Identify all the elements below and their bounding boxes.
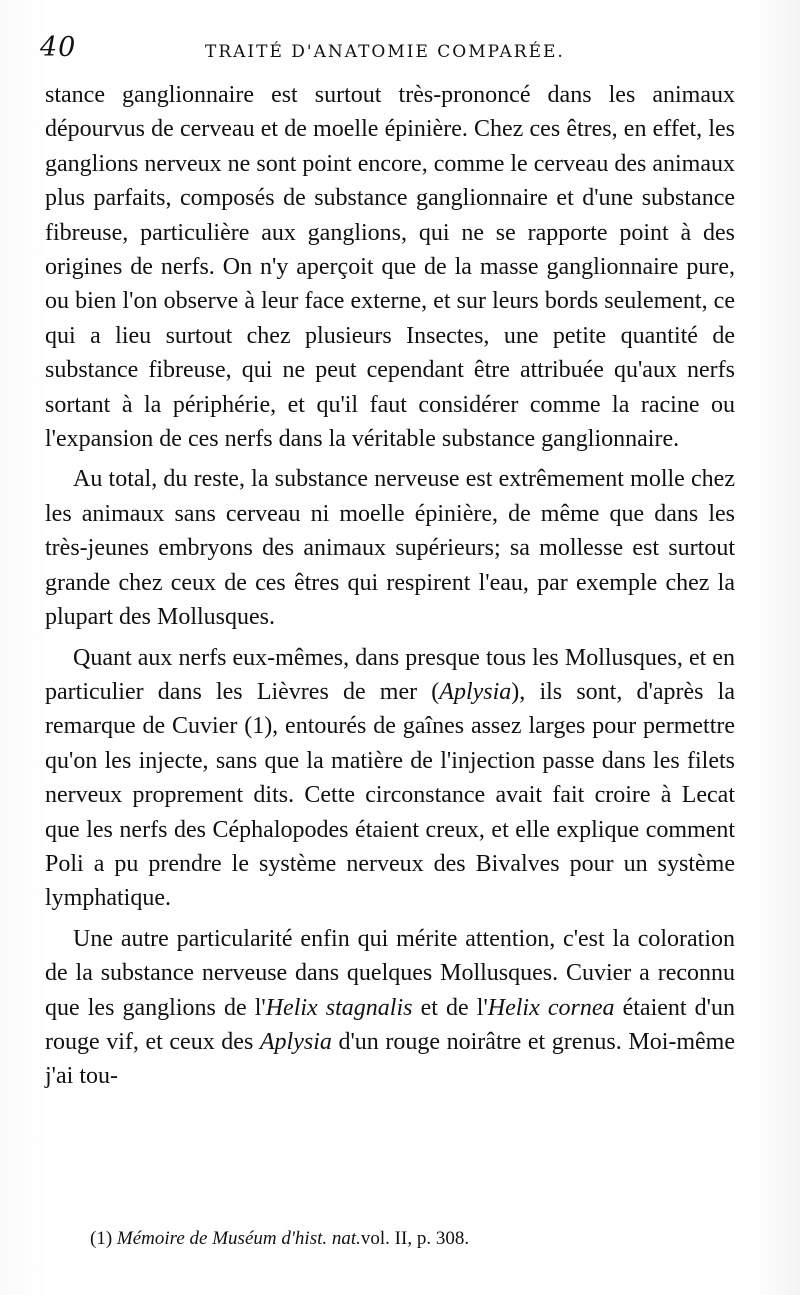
paragraph-2: Au total, du reste, la substance nerveuse est extrêmement molle chez les animaux sans cerveau ni moelle épinière, de même que dans les très-jeunes embryons des animaux supérieurs; sa mollesse est surtout grande chez ceux de ces êtres qui respirent l'eau, par exemple chez la plupart des Mollusques. (45, 466, 735, 631)
paragraph-4-italic-helix-cornea: Helix cornea (487, 994, 615, 1021)
footnote (90, 1228, 469, 1250)
body-text (45, 78, 735, 1100)
footnote-text: vol. II, p. 308. (360, 1228, 470, 1249)
paragraph-4-text-c: étaient d'un rouge vif, et ceux des (45, 994, 735, 1055)
paragraph-4-text-b: et de l' (412, 994, 488, 1021)
paragraph-3-text-b: ), ils sont, d'après la remarque de Cuvier (1), entourés de gaînes assez larges pour permettre qu'on les injecte, sans que la matière de l'injection passe dans les filets nerveux proprement dits. Cette circonstance avait fait croire à Lecat que les nerfs des Céphalopodes étaient creux, et elle explique comment Poli a pu prendre le système nerveux des Bivalves pour un système lymphatique. (45, 678, 735, 912)
page-number: 40 (40, 32, 77, 63)
paragraph-4-text-d: d'un rouge noirâtre et grenus. Moi-même j'ai tou- (45, 1028, 735, 1090)
paragraph-4 (45, 922, 735, 1094)
footnote-marker: (1) (90, 1228, 113, 1249)
paragraph-1: stance ganglionnaire est surtout très-prononcé dans les animaux dépourvus de cerveau et de moelle épinière. Chez ces êtres, en effet, les ganglions nerveux ne sont point encore, comme le cerveau des animaux plus parfaits, composés de substance ganglionnaire et d'une substance fibreuse, particulière aux ganglions, qui ne se rapporte point à des origines de nerfs. On n'y aperçoit que de la masse ganglionnaire pure, ou bien l'on observe à leur face externe, et sur leurs bords seulement, ce qui a lieu surtout chez plusieurs Insectes, une petite quantité de substance fibreuse, qui ne peut cependant être attribuée qu'aux nerfs sortant à la périphérie, et qu'il faut considérer comme la racine ou l'expansion de ces nerfs dans la véritable substance ganglionnaire. (45, 82, 735, 453)
paragraph-3-text-a: Quant aux nerfs eux-mêmes, dans presque tous les Mollusques, et en particulier dans les Lièvres de mer ( (45, 644, 735, 705)
paragraph-3 (45, 641, 735, 916)
paragraph-4-italic-helix-stagnalis: Helix stagnalis (265, 994, 413, 1021)
paragraph-4-text-a: Une autre particularité enfin qui mérite attention, c'est la coloration de la substance nerveuse dans quelques Mollusques. Cuvier a reconnu que les ganglions de l' (45, 925, 735, 1021)
paragraph-3-italic-aplysia: Aplysia (439, 678, 512, 705)
footnote-italic-title: Mémoire de Muséum d'hist. nat. (116, 1228, 361, 1249)
page-header (40, 32, 740, 72)
running-title: TRAITÉ D'ANATOMIE COMPARÉE. (205, 42, 565, 62)
paragraph-4-italic-aplysia: Aplysia (259, 1028, 332, 1055)
